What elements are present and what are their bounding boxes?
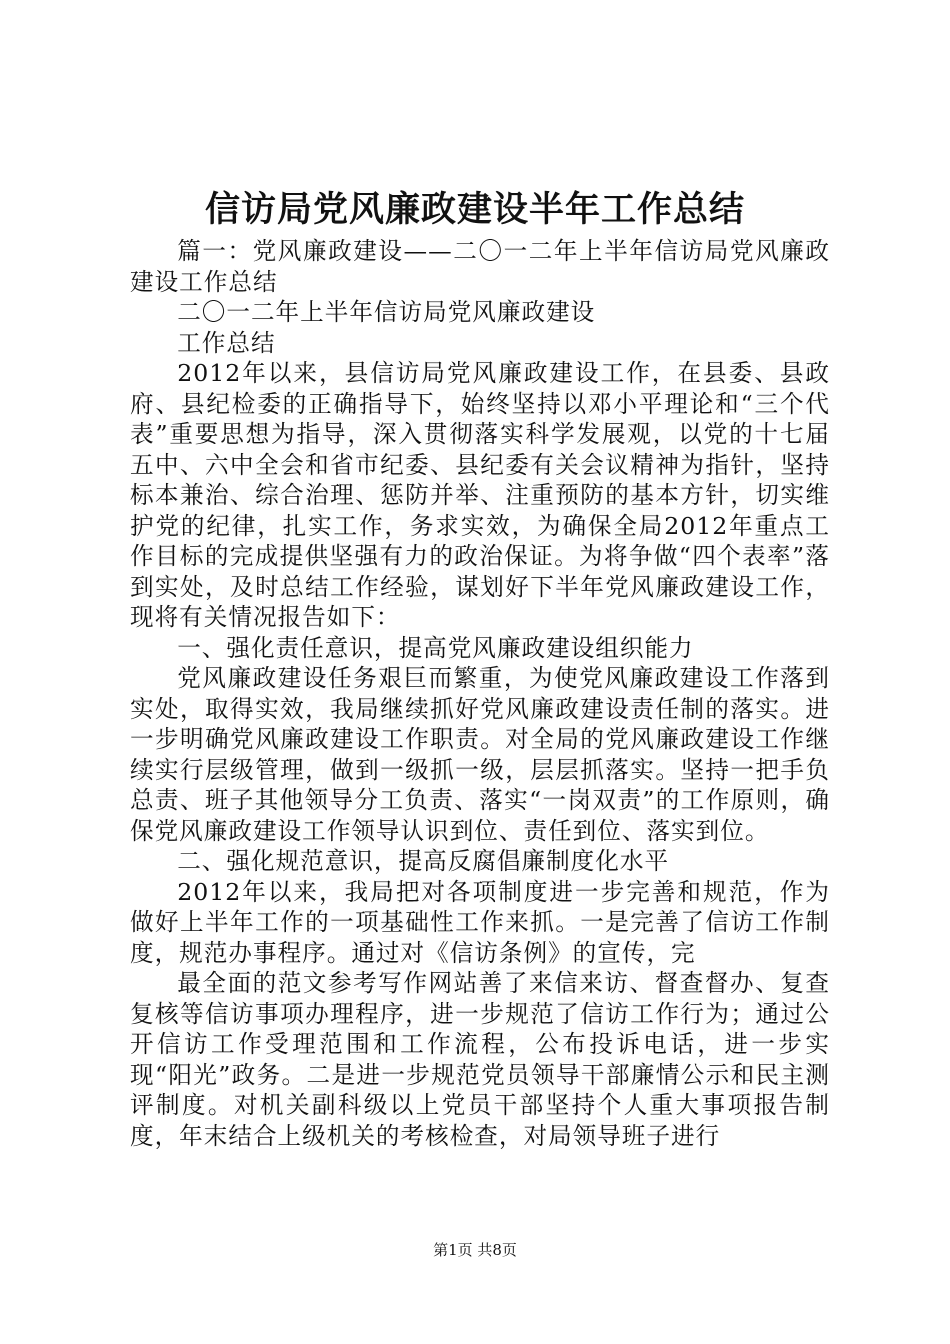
- document-body: [130, 236, 830, 1151]
- paragraph: 工作总结: [177, 328, 276, 357]
- paragraph: 二〇一二年上半年信访局党风廉政建设: [177, 298, 596, 326]
- document-title: 信访局党风廉政建设半年工作总结: [204, 189, 745, 230]
- paragraph: 最全面的范文参考写作网站善了来信来访、督查督办、复查复核等信访事项办理程序，进一步规范了信访工作行为；通过公开信访工作受理范围和工作流程，公布投诉电话，进一步实现“阳光”政务。二是进一步规范党员领导干部廉情公示和民主测评制度。对机关副科级以上党员干部坚持个人重大事项报告制度，年末结合上级机关的考核检查，对局领导班子进行: [130, 969, 830, 1150]
- paragraph: 篇一：党风廉政建设——二〇一二年上半年信访局党风廉政建设工作总结: [130, 237, 830, 296]
- paragraph: 2012年以来，我局把对各项制度进一步完善和规范，作为做好上半年工作的一项基础性工作来抓。一是完善了信访工作制度，规范办事程序。通过对《信访条例》的宣传，完: [130, 877, 830, 967]
- section-heading: 一、强化责任意识，提高党风廉政建设组织能力: [177, 633, 694, 662]
- section-heading: 二、强化规范意识，提高反腐倡廉制度化水平: [177, 847, 670, 875]
- page-footer: 第1页 共8页: [433, 1241, 517, 1259]
- paragraph: 2012年以来，县信访局党风廉政建设工作，在县委、县政府、县纪检委的正确指导下，始终坚持以邓小平理论和“三个代表”重要思想为指导，深入贯彻落实科学发展观，以党的十七届五中、六中全会和省市纪委、县纪委有关会议精神为指针，坚持标本兼治、综合治理、惩防并举、注重预防的基本方针，切实维护党的纪律，扎实工作，务求实效，为确保全局2012年重点工作目标的完成提供坚强有力的政治保证。为将争做“四个表率”落到实处，及时总结工作经验，谋划好下半年党风廉政建设工作，现将有关情况报告如下：: [130, 359, 830, 631]
- paragraph: 党风廉政建设任务艰巨而繁重，为使党风廉政建设工作落到实处，取得实效，我局继续抓好党风廉政建设责任制的落实。进一步明确党风廉政建设工作职责。对全局的党风廉政建设工作继续实行层级管理，做到一级抓一级，层层抓落实。坚持一把手负总责、班子其他领导分工负责、落实“一岗双责”的工作原则，确保党风廉政建设工作领导认识到位、责任到位、落实到位。: [130, 664, 830, 845]
